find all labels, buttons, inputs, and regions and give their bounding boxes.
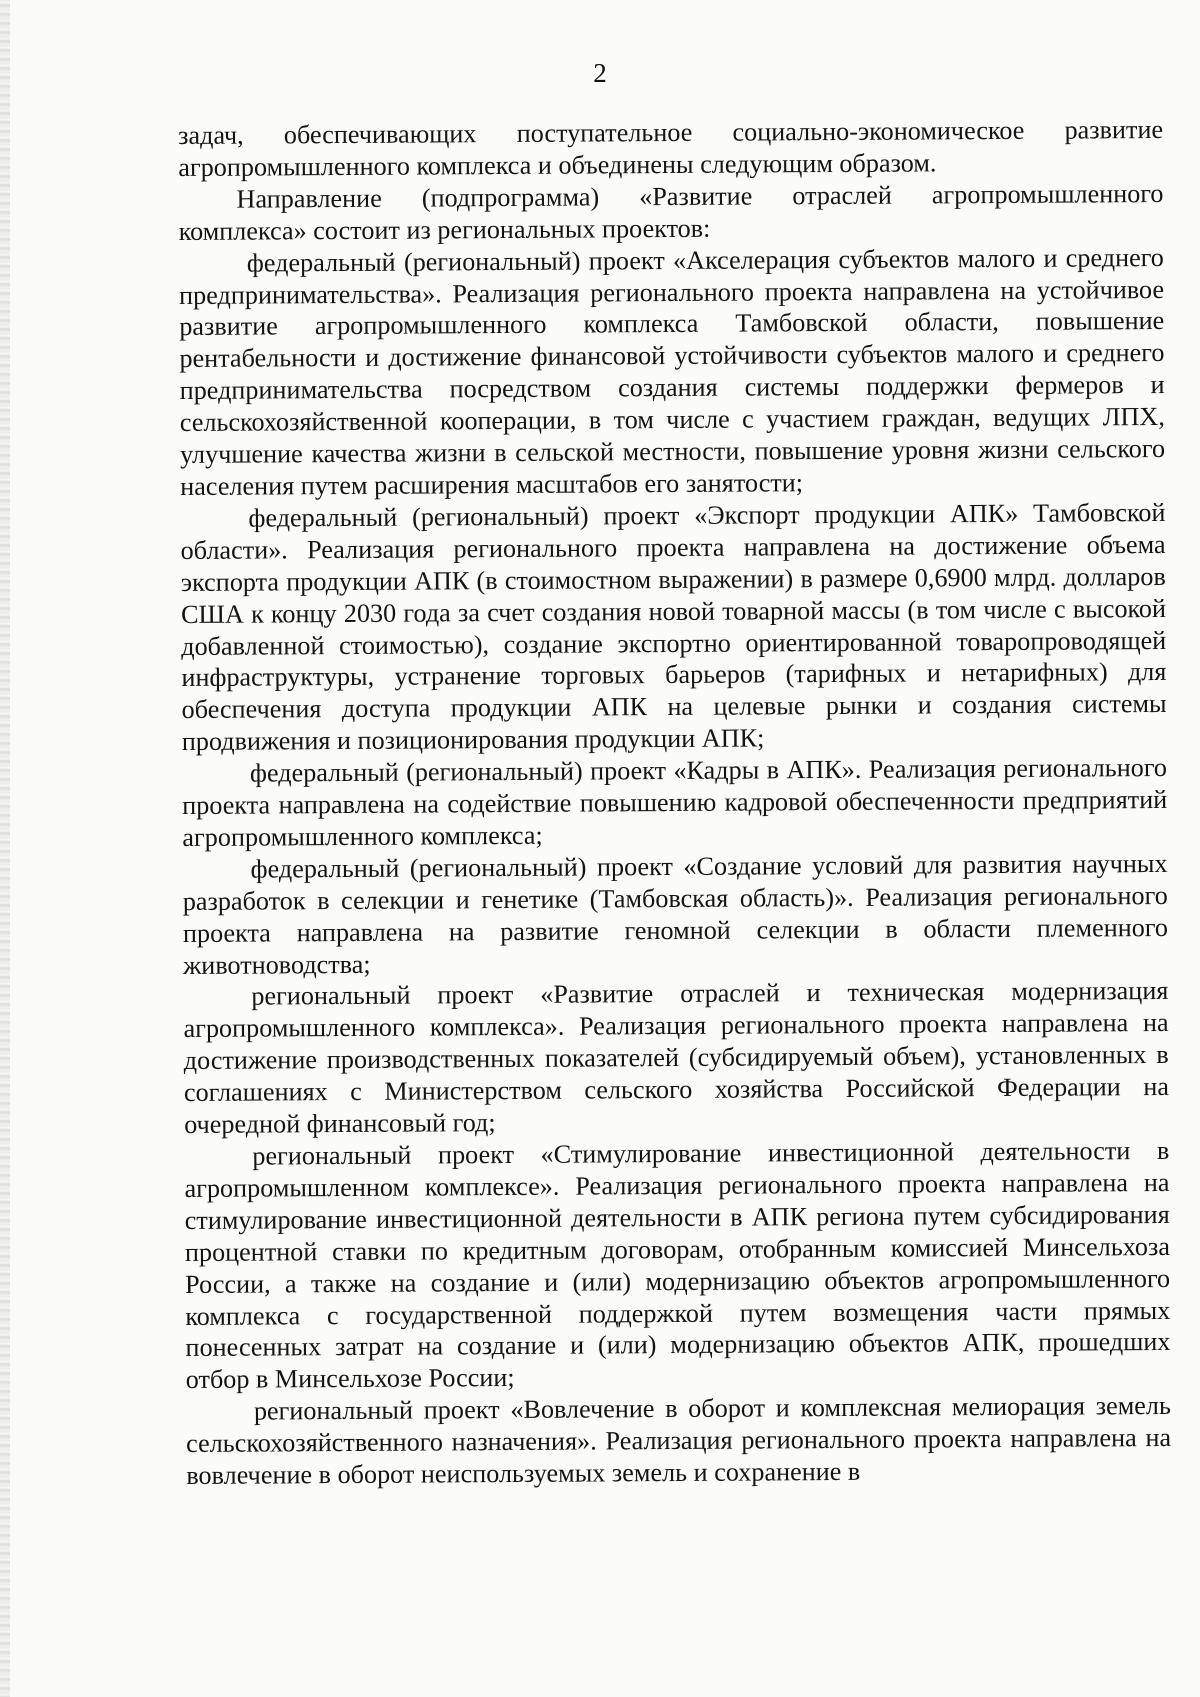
paragraph-project-investment: региональный проект «Стимулирование инвестиционной деятельности в агропромышленном комплексе». Реализация регионального проекта направлена на стимулирование инвестиционной деятельности в АПК региона путем субсидирования процентной ставки по кредитным договорам, отобранным комиссией Минсельхоза России, а также на создание и (или) модернизацию объектов агропромышленного комплекса с государственной поддержкой путем возмещения части прямых понесенных затрат на создание и (или) модернизацию объектов АПК, прошедших отбор в Минсельхозе России; (184, 1135, 1171, 1395)
paragraph-project-modernization: региональный проект «Развитие отраслей и техническая модернизация агропромышленного комплекса». Реализация регионального проекта направлена на достижение производственных показателей (субсидируемый объем), установленных в соглашениях с Министерством сельского хозяйства Российской Федерации на очередной финансовый год; (183, 976, 1170, 1140)
paragraph-intro-continuation: задач, обеспечивающих поступательное социально-экономическое развитие агропромышленного комплекса и объединены следующим образом. (178, 114, 1164, 182)
paragraph-project-acceleration: федеральный (региональный) проект «Акселерация субъектов малого и среднего предпринимательства». Реализация регионального проекта направлена на устойчивое развитие агропромышленного комплекса Тамбовской области, повышение рентабельности и достижение финансовой устойчивости субъектов малого и среднего предпринимательства посредством создания системы поддержки фермеров и сельскохозяйственной кооперации, в том числе с участием граждан, ведущих ЛПХ, улучшение качества жизни в сельской местности, повышение уровня жизни сельского населения путем расширения масштабов его занятости; (178, 242, 1166, 501)
scan-edge (0, 0, 10, 1697)
paragraph-project-personnel: федеральный (региональный) проект «Кадры в АПК». Реализация регионального проекта направлена на содействие повышению кадровой обеспеченности предприятий агропромышленного комплекса; (182, 753, 1168, 852)
paragraph-project-land-reclamation: региональный проект «Вовлечение в оборот и комплексная мелиорация земель сельскохозяйственного назначения». Реализация регионального проекта направлена на вовлечение в оборот неиспользуемых земель и сохранение в (185, 1391, 1172, 1491)
document-body (178, 114, 1171, 1492)
paragraph-direction: Направление (подпрограмма) «Развитие отраслей агропромышленного комплекса» состоит из региональных проектов: (178, 178, 1164, 246)
page-number: 2 (593, 58, 607, 88)
paragraph-project-export: федеральный (региональный) проект «Экспорт продукции АПК» Тамбовской области». Реализация регионального проекта направлена на достижение объема экспорта продукции АПК (в стоимостном выражении) в размере 0,6900 млрд. долларов США к концу 2030 года за счет создания новой товарной массы (в том числе с высокой добавленной стоимостью), создание экспортно ориентированной товаропроводящей инфраструктуры, устранение торговых барьеров (тарифных и нетарифных) для обеспечения доступа продукции АПК на целевые рынки и создания системы продвижения и позиционирования продукции АПК; (180, 497, 1167, 757)
paragraph-project-selection: федеральный (региональный) проект «Создание условий для развития научных разработок в селекции и генетике (Тамбовская область)». Реализация регионального проекта направлена на развитие геномной селекции в области племенного животноводства; (182, 848, 1169, 980)
